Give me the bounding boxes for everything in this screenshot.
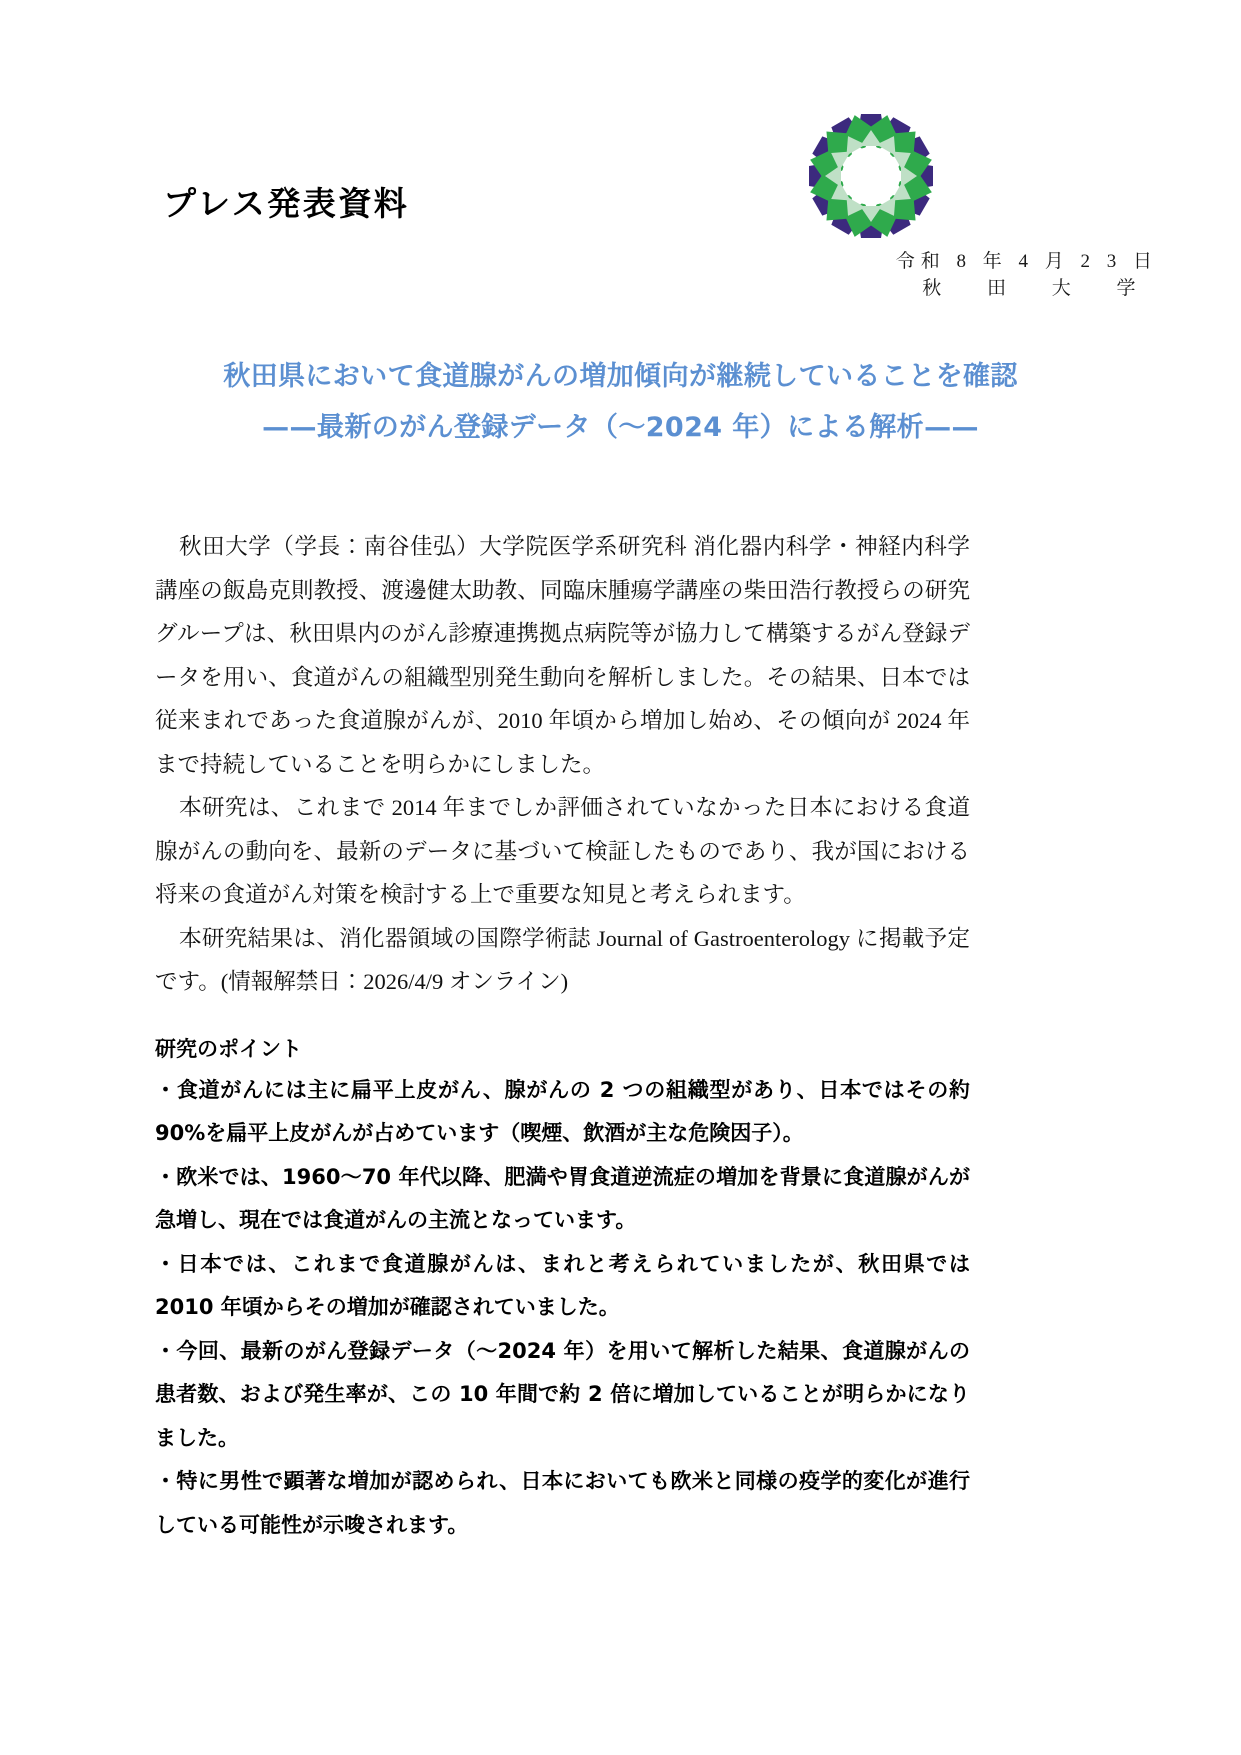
body-content [155,525,970,1547]
research-points-heading: 研究のポイント [155,1036,302,1061]
document-header [0,0,1241,320]
press-release-subtitle: ——最新のがん登録データ（〜2024 年）による解析—— [262,412,979,443]
date-and-org-block [896,248,1158,302]
list-item: ・特に男性で顕著な増加が認められ、日本においても欧米と同様の疫学的変化が進行している可能性が示唆されます。 [155,1469,970,1537]
title-block [0,352,1241,454]
akita-university-logo-icon [805,110,937,242]
issue-date: 令和 8 年 4 月 2 3 日 [895,251,1158,272]
document-kind-label: プレス発表資料 [163,184,410,223]
body-paragraph-1: 秋田大学（学長：南谷佳弘）大学院医学系研究科 消化器内科学・神経内科学講座の飯島克則教授、渡邊健太助教、同臨床腫瘍学講座の柴田浩行教授らの研究グループは、秋田県内のがん診療連携拠点病院等が協力して構築するがん登録データを用い、食道がんの組織型別発生動向を解析しました。その結果、日本では従来まれであった食道腺がんが、2010 年頃から増加し始め、その傾向が 2024 年まで持続していることを明らかにしました。 [155,534,970,777]
list-item: ・日本では、これまで食道腺がんは、まれと考えられていましたが、秋田県では 2010 年頃からその増加が確認されていました。 [155,1251,970,1319]
body-paragraph-2: 本研究は、これまで 2014 年までしか評価されていなかった日本における食道腺がんの動向を、最新のデータに基づいて検証したものであり、我が国における将来の食道がん対策を検討する上で重要な知見と考えられます。 [155,795,970,907]
list-item: ・欧米では、1960〜70 年代以降、肥満や胃食道逆流症の増加を背景に食道腺がんが急増し、現在では食道がんの主流となっています。 [155,1164,970,1232]
research-points-list [155,1069,970,1548]
body-paragraph-3: 本研究結果は、消化器領域の国際学術誌 Journal of Gastroenterology に掲載予定です。(情報解禁日：2026/4/9 オンライン) [155,925,970,994]
press-release-title: 秋田県において食道腺がんの増加傾向が継続していることを確認 [223,361,1018,392]
list-item: ・今回、最新のがん登録データ（〜2024 年）を用いて解析した結果、食道腺がんの患者数、および発生率が、この 10 年間で約 2 倍に増加していることが明らかになりました。 [155,1338,970,1450]
issuing-organization: 秋 田 大 学 [922,278,1156,299]
list-item: ・食道がんには主に扁平上皮がん、腺がんの 2 つの組織型があり、日本ではその約 90%を扁平上皮がんが占めています（喫煙、飲酒が主な危険因子）。 [155,1077,970,1145]
